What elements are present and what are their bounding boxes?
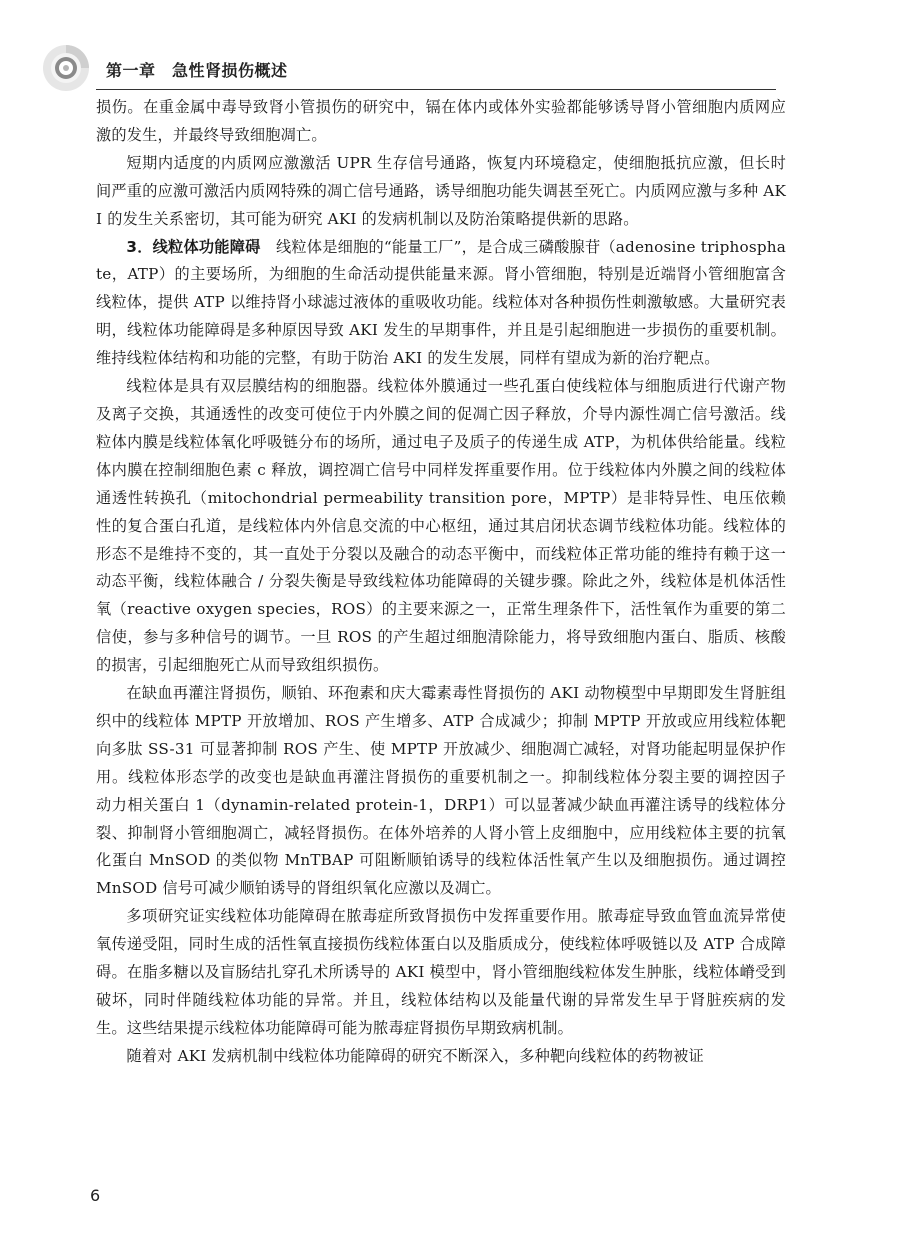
chapter-logo-icon [42, 44, 90, 92]
paragraph-sepsis: 多项研究证实线粒体功能障碍在脓毒症所致肾损伤中发挥重要作用。脓毒症导致血管血流异常使氧传递受阻，同时生成的活性氧直接损伤线粒体蛋白以及脂质成分，使线粒体呼吸链以及 ATP 合成障碍。在脂多糖以及盲肠结扎穿孔术所诱导的 AKI 模型中，肾小管细胞线粒体发生肿胀，线粒体嵴受到破坏，同时伴随线粒体功能的异常。并且，线粒体结构以及能量代谢的异常发生早于肾脏疾病的发生。这些结果提示线粒体功能障碍可能为脓毒症肾损伤早期致病机制。 [96, 907, 786, 1037]
paragraph-er-stress-summary: 短期内适度的内质网应激激活 UPR 生存信号通路，恢复内环境稳定，使细胞抵抗应激，但长时间严重的应激可激活内质网特殊的凋亡信号通路，诱导细胞功能失调甚至死亡。内质网应激与多种 AKI 的发生关系密切，其可能为研究 AKI 的发病机制以及防治策略提供新的思路。 [96, 153, 786, 228]
page-number: 6 [90, 1186, 101, 1205]
paragraph-mitochondrial-dysfunction [96, 234, 786, 374]
section-heading: 3．线粒体功能障碍 [126, 237, 261, 256]
page-header [0, 30, 900, 90]
chapter-title: 第一章 急性肾损伤概述 [106, 61, 288, 80]
paragraph-ischemia-reperfusion: 在缺血再灌注肾损伤，顺铂、环孢素和庆大霉素毒性肾损伤的 AKI 动物模型中早期即发生肾脏组织中的线粒体 MPTP 开放增加、ROS 产生增多、ATP 合成减少；抑制 MPTP 开放或应用线粒体靶向多肽 SS-31 可显著抑制 ROS 产生、使 MPTP 开放减少、细胞凋亡减轻，对肾功能起明显保护作用。线粒体形态学的改变也是缺血再灌注肾损伤的重要机制之一。抑制线粒体分裂主要的调控因子 动力相关蛋白 1（dynamin-related protein-1，DRP1）可以显著减少缺血再灌注诱导的线粒体分裂、抑制肾小管细胞凋亡，减轻肾损伤。在体外培养的人肾小管上皮细胞中，应用线粒体主要的抗氧化蛋白 MnSOD 的类似物 MnTBAP 可阻断顺铂诱导的线粒体活性氧产生以及细胞损伤。通过调控 MnSOD 信号可减少顺铂诱导的肾组织氧化应激以及凋亡。 [96, 684, 802, 898]
page-body [96, 94, 802, 1184]
paragraph-continuation: 损伤。在重金属中毒导致肾小管损伤的研究中，镉在体内或体外实验都能够诱导肾小管细胞内质网应激的发生，并最终导致细胞凋亡。 [96, 98, 786, 144]
header-rule [96, 89, 776, 90]
paragraph-mitochondria-drugs: 随着对 AKI 发病机制中线粒体功能障碍的研究不断深入，多种靶向线粒体的药物被证 [126, 1046, 704, 1065]
section-heading-body: 线粒体是细胞的“能量工厂”，是合成三磷酸腺苷（adenosine triphosphate，ATP）的主要场所，为细胞的生命活动提供能量来源。肾小管细胞，特别是近端肾小管细胞富含线粒体，提供 ATP 以维持肾小球滤过液体的重吸收功能。线粒体对各种损伤性刺激敏感。大量研究表明，线粒体功能障碍是多种原因导致 AKI 发生的早期事件，并且是引起细胞进一步损伤的重要机制。维持线粒体结构和功能的完整，有助于防治 AKI 的发生发展，同样有望成为新的治疗靶点。 [96, 237, 786, 368]
paragraph-mitochondria-structure: 线粒体是具有双层膜结构的细胞器。线粒体外膜通过一些孔蛋白使线粒体与细胞质进行代谢产物及离子交换，其通透性的改变可使位于内外膜之间的促凋亡因子释放，介导内源性凋亡信号激活。线粒体内膜是线粒体氧化呼吸链分布的场所，通过电子及质子的传递生成 ATP，为机体供给能量。线粒体内膜在控制细胞色素 c 释放，调控凋亡信号中同样发挥重要作用。位于线粒体内外膜之间的线粒体通透性转换孔（mitochondrial permeability transition pore，MPTP）是非特异性、电压依赖性的复合蛋白孔道，是线粒体内外信息交流的中心枢纽，通过其启闭状态调节线粒体功能。线粒体的形态不是维持不变的，其一直处于分裂以及融合的动态平衡中，而线粒体正常功能的维持有赖于这一动态平衡，线粒体融合 / 分裂失衡是导致线粒体功能障碍的关键步骤。除此之外，线粒体是机体活性氧（reactive oxygen species，ROS）的主要来源之一，正常生理条件下，活性氧作为重要的第二信使，参与多种信号的调节。一旦 ROS 的产生超过细胞清除能力，将导致细胞内蛋白、脂质、核酸的损害，引起细胞死亡从而导致组织损伤。 [96, 377, 786, 675]
